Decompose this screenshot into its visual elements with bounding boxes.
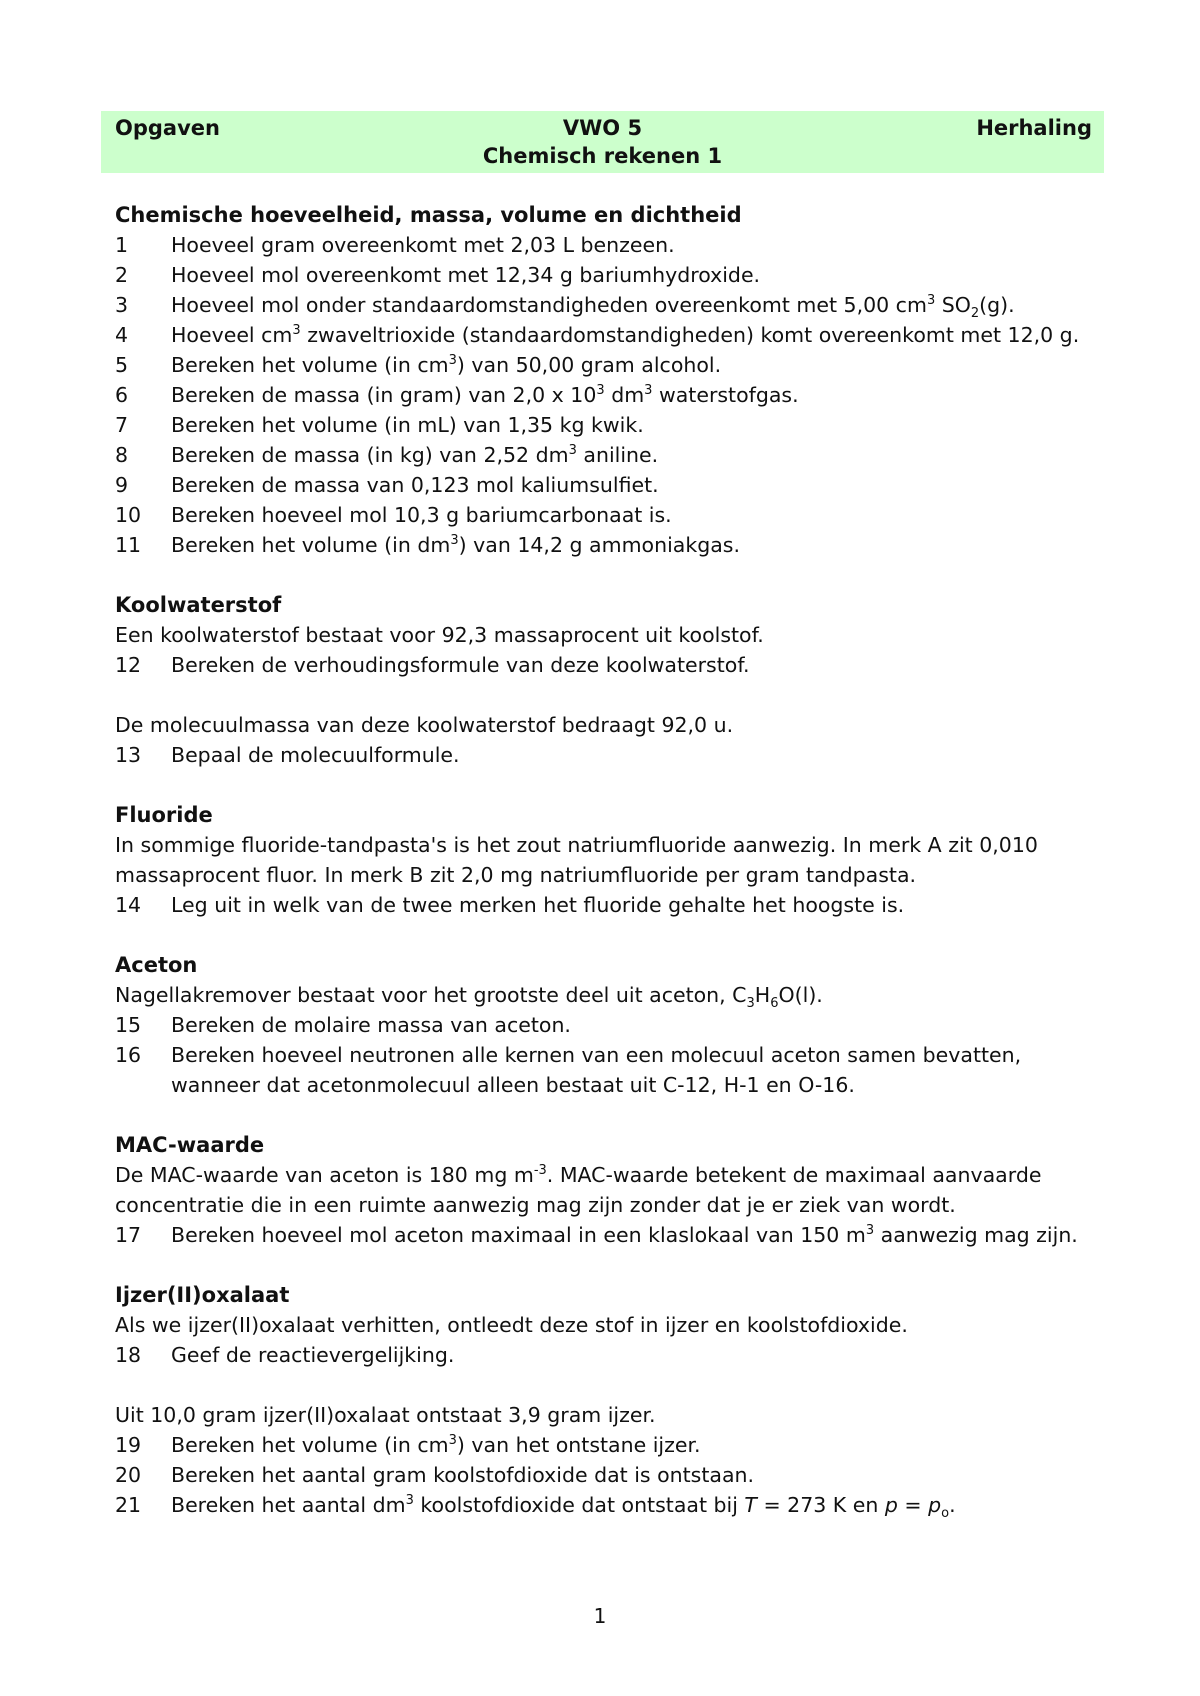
question-text xyxy=(171,350,1105,380)
question-item xyxy=(115,1490,1105,1520)
text-part: Bereken de massa (in gram) van 2,0 x 10 xyxy=(171,383,597,407)
text-part: H xyxy=(754,983,771,1007)
question-number: 17 xyxy=(115,1223,142,1247)
text-part: O(l). xyxy=(778,983,823,1007)
question-item xyxy=(115,230,1105,260)
question-number: 7 xyxy=(115,413,129,437)
question-item xyxy=(115,440,1105,470)
superscript: 3 xyxy=(448,1433,457,1449)
section-title: MAC-waarde xyxy=(115,1133,265,1157)
section-title: Aceton xyxy=(115,953,198,977)
header-banner xyxy=(101,111,1104,173)
question-number: 20 xyxy=(115,1463,142,1487)
text-part: koolstofdioxide dat ontstaat bij xyxy=(413,1493,745,1517)
question-item xyxy=(115,890,1105,920)
text-part: Bereken het volume (in dm xyxy=(171,533,451,557)
section-intro xyxy=(115,1160,1105,1220)
question-text: Bereken de molaire massa van aceton. xyxy=(171,1013,571,1037)
question-text xyxy=(171,440,1105,470)
question-text: Geef de reactievergelijking. xyxy=(171,1343,455,1367)
spacer xyxy=(115,1100,1105,1130)
superscript: 3 xyxy=(568,443,577,459)
header-right-label: Herhaling xyxy=(976,116,1092,140)
superscript: -3 xyxy=(533,1163,547,1179)
question-item xyxy=(115,1220,1105,1250)
text-part: aanwezig mag zijn. xyxy=(874,1223,1078,1247)
question-text: Hoeveel mol overeenkomt met 12,34 g bariumhydroxide. xyxy=(171,263,761,287)
question-number: 21 xyxy=(115,1493,142,1517)
question-text: Bereken de massa van 0,123 mol kaliumsulfiet. xyxy=(171,473,659,497)
text-part: Hoeveel mol onder standaardomstandigheden overeenkomt met 5,00 cm xyxy=(171,293,927,317)
text-part: waterstofgas. xyxy=(652,383,799,407)
section-title: Chemische hoeveelheid, massa, volume en dichtheid xyxy=(115,203,742,227)
text-part: Nagellakremover bestaat voor het grootste deel uit aceton, C xyxy=(115,983,747,1007)
text-part: Hoeveel cm xyxy=(171,323,293,347)
text-part: ) van het ontstane ijzer. xyxy=(456,1433,701,1457)
text-part: . xyxy=(949,1493,956,1517)
question-number: 9 xyxy=(115,473,129,497)
superscript: 3 xyxy=(450,533,459,549)
question-number: 11 xyxy=(115,533,142,557)
subscript: 2 xyxy=(970,306,980,322)
document-content xyxy=(115,200,1105,1520)
question-number: 6 xyxy=(115,383,129,407)
superscript: 3 xyxy=(405,1493,414,1509)
question-number: 12 xyxy=(115,653,142,677)
section-title: Koolwaterstof xyxy=(115,593,282,617)
question-item xyxy=(115,1460,1105,1490)
question-text: Bereken de verhoudingsformule van deze koolwaterstof. xyxy=(171,653,750,677)
superscript: 3 xyxy=(644,383,653,399)
question-item xyxy=(115,1340,1105,1370)
text-part: = xyxy=(897,1493,929,1517)
text-part: ) van 50,00 gram alcohol. xyxy=(456,353,722,377)
question-number: 3 xyxy=(115,293,129,317)
question-number: 4 xyxy=(115,323,129,347)
question-number: 16 xyxy=(115,1043,142,1067)
question-number: 14 xyxy=(115,893,142,917)
question-number: 18 xyxy=(115,1343,142,1367)
question-item xyxy=(115,530,1105,560)
question-item xyxy=(115,1430,1105,1460)
question-number: 15 xyxy=(115,1013,142,1037)
section-intro: De molecuulmassa van deze koolwaterstof bedraagt 92,0 u. xyxy=(115,713,734,737)
question-item xyxy=(115,260,1105,290)
question-text xyxy=(171,290,1105,320)
question-number: 2 xyxy=(115,263,129,287)
header-left-label: Opgaven xyxy=(115,116,220,140)
question-item xyxy=(115,1040,1105,1100)
text-part: = 273 K en xyxy=(756,1493,885,1517)
spacer xyxy=(115,770,1105,800)
superscript: 3 xyxy=(448,353,457,369)
italic-symbol: T xyxy=(744,1493,757,1517)
section-intro: In sommige fluoride-tandpasta's is het zout natriumfluoride aanwezig. In merk A zit 0,010 massaprocent fluor. In merk B zit 2,0 mg natriumfluoride per gram tandpasta. xyxy=(115,833,1038,887)
question-text: Bereken hoeveel mol 10,3 g bariumcarbonaat is. xyxy=(171,503,672,527)
section-title: Ijzer(II)oxalaat xyxy=(115,1283,290,1307)
question-item xyxy=(115,410,1105,440)
subscript: 6 xyxy=(770,996,779,1012)
text-part: ) van 14,2 g ammoniakgas. xyxy=(458,533,740,557)
question-item xyxy=(115,320,1105,350)
subscript: 3 xyxy=(746,996,755,1012)
italic-symbol: p xyxy=(928,1493,942,1517)
text-part: . MAC-waarde betekent de maximaal aanvaarde concentratie die in een ruimte aanwezig mag zijn zonder dat je er ziek van wordt. xyxy=(115,1163,1042,1217)
question-number: 10 xyxy=(115,503,142,527)
header-class-label: VWO 5 xyxy=(562,116,643,140)
question-item xyxy=(115,380,1105,410)
question-text xyxy=(171,1430,1105,1460)
question-text xyxy=(171,1490,1105,1520)
spacer xyxy=(115,560,1105,590)
section-intro xyxy=(115,980,1105,1010)
question-text: Hoeveel gram overeenkomt met 2,03 L benzeen. xyxy=(171,233,675,257)
spacer xyxy=(115,1250,1105,1280)
section-intro: Als we ijzer(II)oxalaat verhitten, ontleedt deze stof in ijzer en koolstofdioxide. xyxy=(115,1313,908,1337)
italic-symbol: p xyxy=(884,1493,898,1517)
question-number: 13 xyxy=(115,743,142,767)
question-text: Leg uit in welk van de twee merken het fluoride gehalte het hoogste is. xyxy=(171,893,905,917)
question-text xyxy=(171,380,1105,410)
question-number: 8 xyxy=(115,443,129,467)
question-item xyxy=(115,1010,1105,1040)
text-part: Bereken de massa (in kg) van 2,52 dm xyxy=(171,443,569,467)
question-text: Bereken hoeveel neutronen alle kernen van een molecuul aceton samen bevatten, wanneer dat acetonmolecuul alleen bestaat uit C-12, H-1 en O-16. xyxy=(171,1043,1022,1097)
section-intro: Een koolwaterstof bestaat voor 92,3 massaprocent uit koolstof. xyxy=(115,623,764,647)
superscript: 3 xyxy=(865,1223,875,1239)
text-part: SO xyxy=(935,293,971,317)
question-item xyxy=(115,650,1105,680)
subscript: o xyxy=(941,1506,950,1522)
spacer xyxy=(115,920,1105,950)
text-part: Bereken hoeveel mol aceton maximaal in een klaslokaal van 150 m xyxy=(171,1223,866,1247)
question-text xyxy=(171,530,1105,560)
question-text xyxy=(171,1220,1105,1250)
text-part: De MAC-waarde van aceton is 180 mg m xyxy=(115,1163,534,1187)
text-part: Bereken het volume (in cm xyxy=(171,1433,449,1457)
question-text: Bereken het aantal gram koolstofdioxide dat is ontstaan. xyxy=(171,1463,755,1487)
superscript: 3 xyxy=(926,293,936,309)
page-number: 1 xyxy=(593,1604,607,1628)
question-item xyxy=(115,500,1105,530)
spacer xyxy=(115,1370,1105,1400)
text-part: zwaveltrioxide (standaardomstandigheden) komt overeenkomt met 12,0 g. xyxy=(300,323,1080,347)
question-item xyxy=(115,350,1105,380)
header-subtitle: Chemisch rekenen 1 xyxy=(482,144,723,168)
superscript: 3 xyxy=(596,383,605,399)
question-item xyxy=(115,290,1105,320)
text-part: Bereken het aantal dm xyxy=(171,1493,406,1517)
question-text: Bepaal de molecuulformule. xyxy=(171,743,460,767)
question-number: 19 xyxy=(115,1433,142,1457)
superscript: 3 xyxy=(292,323,301,339)
text-part: dm xyxy=(604,383,645,407)
question-text xyxy=(171,320,1105,350)
question-item xyxy=(115,740,1105,770)
question-item xyxy=(115,470,1105,500)
section-title: Fluoride xyxy=(115,803,213,827)
question-number: 5 xyxy=(115,353,129,377)
question-text: Bereken het volume (in mL) van 1,35 kg kwik. xyxy=(171,413,644,437)
text-part: Bereken het volume (in cm xyxy=(171,353,449,377)
spacer xyxy=(115,680,1105,710)
section-intro: Uit 10,0 gram ijzer(II)oxalaat ontstaat 3,9 gram ijzer. xyxy=(115,1403,656,1427)
text-part: aniline. xyxy=(576,443,659,467)
text-part: (g). xyxy=(979,293,1015,317)
question-number: 1 xyxy=(115,233,129,257)
